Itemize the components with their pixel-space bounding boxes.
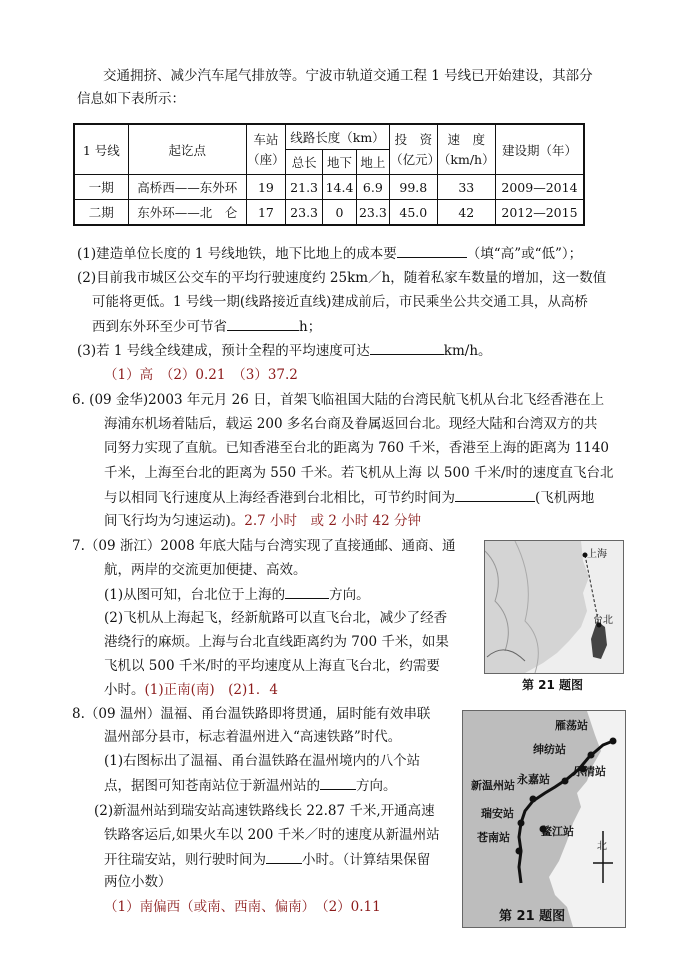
th-stations-label: 车站 bbox=[253, 131, 279, 147]
th-total: 总长 bbox=[285, 150, 322, 175]
p6-line-6 bbox=[104, 511, 421, 531]
intro-line-1: 交通拥挤、减少汽车尾气排放等。宁波市轨道交通工程 1 号线已开始建设，其部分 bbox=[103, 68, 593, 84]
figure-caption-8: 第 21 题图 bbox=[499, 909, 566, 924]
station-dot bbox=[610, 738, 617, 745]
cell-invest: 45.0 bbox=[390, 200, 438, 226]
q3-text bbox=[77, 340, 492, 361]
intro-line-2: 信息如下表所示： bbox=[77, 91, 185, 107]
p8-line-7b: 小时。（计算结果保留 bbox=[302, 852, 431, 868]
th-route: 起讫点 bbox=[128, 124, 246, 175]
q1-tail: （填“高”或“低”）； bbox=[466, 246, 583, 262]
p7-blank-1[interactable] bbox=[285, 584, 329, 599]
th-stations bbox=[246, 124, 285, 175]
p8-line-5: (2)新温州站到瑞安站高速铁路线长 22.87 千米,开通高速 bbox=[94, 803, 435, 819]
p7-line-7 bbox=[104, 680, 278, 700]
q2-tail: h； bbox=[299, 319, 322, 335]
station-dot bbox=[530, 796, 537, 803]
q2-line-2: 可能将更低。1 号线一期(线路接近直线)建成前后，市民乘坐公共交通工具，从高桥 bbox=[92, 294, 588, 310]
q2-line-3 bbox=[92, 316, 321, 337]
cell-above: 6.9 bbox=[356, 175, 389, 200]
p6-line-5 bbox=[104, 487, 594, 508]
p6-answer: 2.7 小时 或 2 小时 42 分钟 bbox=[244, 513, 421, 529]
station-label: 瑞安站 bbox=[481, 807, 514, 820]
p8-blank-1[interactable] bbox=[320, 775, 356, 790]
p8-line-2: 温州部分县市，标志着温州进入“高速铁路”时代。 bbox=[104, 729, 402, 745]
p7-line-4: (2)飞机从上海起飞，经新航路可以直飞台北，减少了经香 bbox=[104, 610, 448, 626]
cell-under: 14.4 bbox=[323, 175, 356, 200]
th-invest-label: 投 资 bbox=[394, 131, 433, 147]
p8-line-1: 8.（09 温州）温福、甬台温铁路即将贯通，届时能有效串联 bbox=[72, 706, 431, 722]
p7-line-7a: 小时。 bbox=[104, 682, 145, 698]
p8-line-8: 两位小数） bbox=[104, 874, 172, 890]
cell-phase: 二期 bbox=[74, 200, 128, 226]
p8-line-4 bbox=[104, 775, 397, 796]
th-under: 地下 bbox=[323, 150, 356, 175]
cell-under: 0 bbox=[323, 200, 356, 226]
cell-total: 23.3 bbox=[285, 200, 322, 226]
p7-line-1: 7.（09 浙江）2008 年底大陆与台湾实现了直接通邮、通商、通 bbox=[72, 538, 456, 554]
figure-caption-7: 第 21 题图 bbox=[522, 678, 584, 692]
p7-line-2: 航，两岸的交流更加便捷、高效。 bbox=[104, 562, 307, 578]
p7-line-3a: (1)从图可知，台北位于上海的 bbox=[104, 587, 286, 603]
cell-invest: 99.8 bbox=[390, 175, 438, 200]
metro-line-table bbox=[73, 123, 585, 226]
cell-speed: 42 bbox=[437, 200, 495, 226]
taiwan-map bbox=[485, 541, 623, 673]
cell-period: 2012—2015 bbox=[495, 200, 584, 226]
p7-line-3b: 方向。 bbox=[329, 587, 370, 603]
p6-blank[interactable] bbox=[455, 487, 535, 502]
station-label: 苍南站 bbox=[477, 831, 510, 844]
cell-route: 东外环——北 仑 bbox=[128, 200, 246, 226]
station-label: 鳌江站 bbox=[541, 825, 574, 838]
cell-route: 高桥西——东外环 bbox=[128, 175, 246, 200]
p6-line-1: 6. (09 金华)2003 年元月 26 日，首架飞临祖国大陆的台湾民航飞机从台北飞经香港在上 bbox=[72, 392, 605, 408]
map-label-taipei: 台北 bbox=[593, 615, 613, 626]
q3-line: (3)若 1 号线全线建成，预计全程的平均速度可达 bbox=[77, 343, 370, 359]
th-speed-label: 速 度 bbox=[447, 131, 486, 147]
station-label: 绅纺站 bbox=[533, 743, 566, 756]
map-label-shanghai: 上海 bbox=[587, 549, 607, 560]
station-label: 新温州站 bbox=[471, 779, 515, 792]
p8-answer: （1）南偏西（或南、西南、偏南） （2）0.11 bbox=[104, 899, 381, 915]
p6-line-2: 海浦东机场着陆后，载运 200 多名台商及眷属返回台北。现经大陆和台湾双方的共 bbox=[104, 416, 598, 432]
table-row bbox=[74, 175, 584, 200]
p6-line-6-text: 间飞行均为匀速运动)。 bbox=[104, 513, 245, 529]
cell-phase: 一期 bbox=[74, 175, 128, 200]
p8-line-7 bbox=[104, 849, 430, 870]
p7-line-6: 飞机以 500 千米/时的平均速度从上海直飞台北，约需要 bbox=[104, 658, 440, 674]
q2-blank[interactable] bbox=[227, 316, 299, 331]
table-row bbox=[74, 200, 584, 226]
q3-tail: km/h。 bbox=[443, 343, 492, 359]
th-length: 线路长度（km） bbox=[285, 124, 389, 150]
cell-stations: 19 bbox=[246, 175, 285, 200]
q1-blank[interactable] bbox=[397, 243, 467, 258]
p8-line-3: (1)右图标出了温福、甬台温铁路在温州境内的八个站 bbox=[104, 753, 421, 769]
station-dot bbox=[588, 752, 595, 759]
station-dot bbox=[518, 820, 525, 827]
cell-above: 23.3 bbox=[356, 200, 389, 226]
cell-stations: 17 bbox=[246, 200, 285, 226]
p7-line-3 bbox=[104, 584, 370, 605]
th-above: 地上 bbox=[356, 150, 389, 175]
q1-line: (1)建造单位长度的 1 号线地铁，地下比地上的成本要 bbox=[77, 246, 397, 262]
th-period: 建设期（年） bbox=[495, 124, 584, 175]
north-label: 北 bbox=[597, 841, 607, 852]
station-label: 乐清站 bbox=[573, 765, 606, 778]
th-line: 1 号线 bbox=[74, 124, 128, 175]
station-dot bbox=[562, 778, 569, 785]
p6-line-4: 千米，上海至台北的距离为 550 千米。若飞机从上海 以 500 千米/时的速度直飞台北 bbox=[104, 465, 614, 481]
p8-line-4b: 方向。 bbox=[356, 778, 397, 794]
station-dot bbox=[516, 848, 523, 855]
p8-blank-2[interactable] bbox=[266, 849, 302, 864]
th-invest-unit: （亿元） bbox=[390, 151, 441, 167]
p6-line-5-text: 与以相同飞行速度从上海经香港到台北相比，可节约时间为 bbox=[104, 490, 455, 506]
station-label: 雁荡站 bbox=[555, 719, 588, 732]
cell-speed: 33 bbox=[437, 175, 495, 200]
answers-q5: （1）高 （2）0.21 （3）37.2 bbox=[104, 367, 298, 383]
cell-period: 2009—2014 bbox=[495, 175, 584, 200]
p8-line-7a: 开往瑞安站，则行驶时间为 bbox=[104, 852, 266, 868]
p8-line-6: 铁路客运后,如果火车以 200 千米／时的速度从新温州站 bbox=[104, 827, 440, 843]
q1-text bbox=[77, 243, 582, 264]
cell-total: 21.3 bbox=[285, 175, 322, 200]
p6-line-5-tail: (飞机两地 bbox=[535, 490, 595, 506]
th-speed-unit: （km/h） bbox=[437, 151, 495, 167]
th-invest bbox=[390, 124, 441, 175]
q3-blank[interactable] bbox=[370, 340, 444, 355]
p6-line-3: 同努力实现了直航。已知香港至台北的距离为 760 千米，香港至上海的距离为 1140 bbox=[104, 440, 609, 456]
q2-line-3-text: 西到东外环至少可节省 bbox=[92, 319, 227, 335]
q2-line-1: (2)目前我市城区公交车的平均行驶速度约 25km／h，随着私家车数量的增加，这一数值 bbox=[77, 270, 607, 286]
p7-line-5: 港绕行的麻烦。上海与台北直线距离约为 700 千米，如果 bbox=[104, 634, 449, 650]
p7-answer: (1)正南(南) (2)1．4 bbox=[144, 682, 278, 698]
taiwan-map-figure bbox=[484, 540, 624, 674]
th-speed bbox=[437, 124, 495, 175]
th-stations-unit: （座） bbox=[247, 151, 285, 167]
station-label: 永嘉站 bbox=[517, 773, 550, 786]
p8-line-4a: 点，据图可知苍南站位于新温州站的 bbox=[104, 778, 320, 794]
wenzhou-rail-map-figure bbox=[462, 710, 626, 928]
